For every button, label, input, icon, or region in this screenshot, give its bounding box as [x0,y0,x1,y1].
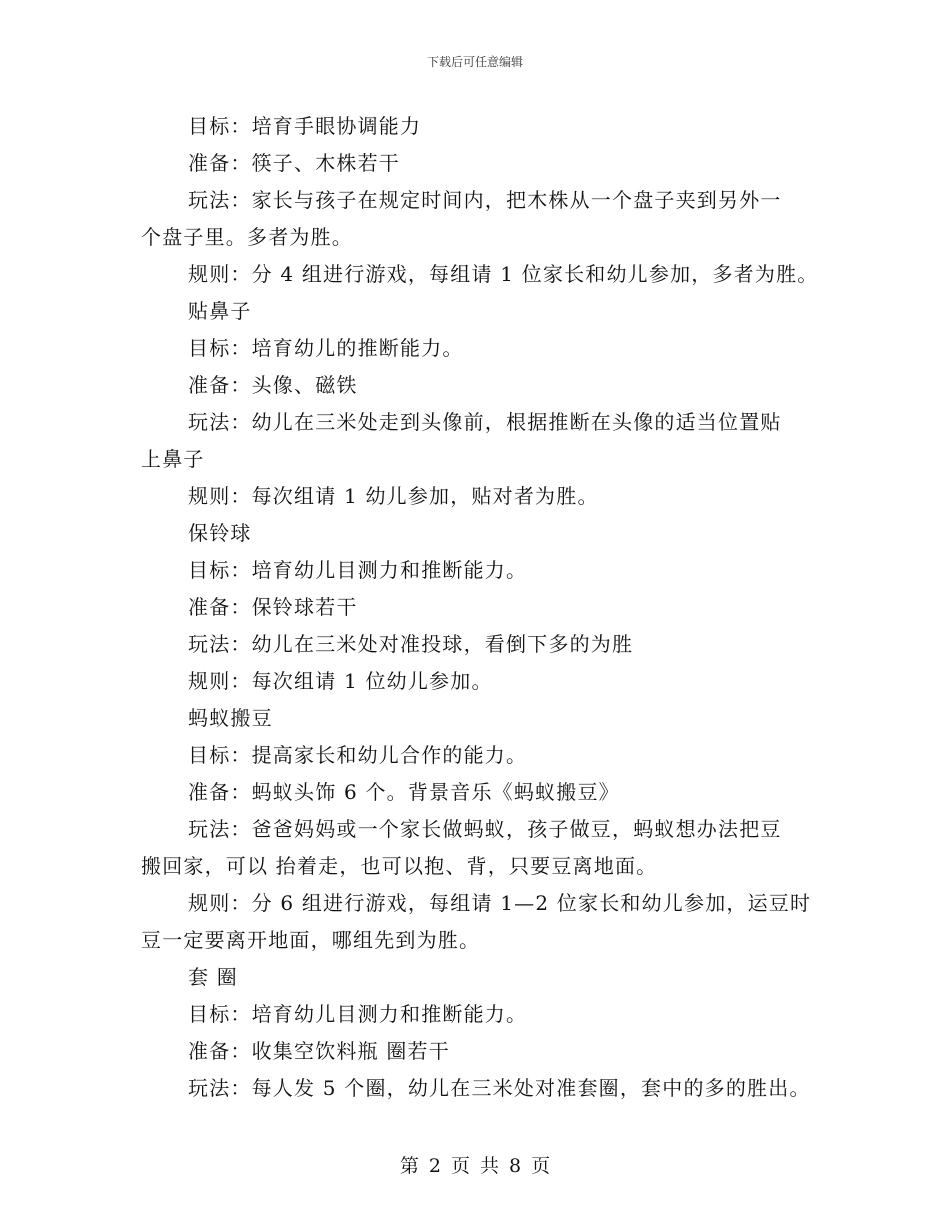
section-heading: 贴鼻子 [188,299,252,323]
paragraph-line: 目标：培育手眼协调能力 [188,114,422,138]
paragraph-line: 规则：分 4 组进行游戏，每组请 1 位家长和幼儿参加，多者为胜。 [188,262,819,286]
paragraph-line: 准备：头像、磁铁 [188,373,358,397]
page-header: 下载后可任意编辑 [426,55,523,69]
paragraph-line: 玩法：每人发 5 个圈，幼儿在三米处对准套圈，套中的多的胜出。 [188,1076,811,1100]
paragraph-line: 准备：筷子、木株若干 [188,151,400,175]
paragraph-line: 目标：培育幼儿目测力和推断能力。 [188,1002,528,1026]
section-heading: 蚂蚁搬豆 [188,706,273,730]
paragraph-line: 规则：分 6 组进行游戏，每组请 1—2 位家长和幼儿参加，运豆时 [188,891,812,915]
section-heading: 套 圈 [188,965,238,989]
paragraph-line: 玩法：幼儿在三米处对准投球，看倒下多的为胜 [188,632,634,656]
paragraph-line: 规则：每次组请 1 幼儿参加，贴对者为胜。 [188,484,599,508]
section-heading: 保铃球 [188,521,252,545]
paragraph-line: 目标：培育幼儿目测力和推断能力。 [188,558,528,582]
paragraph-line: 玩法：幼儿在三米处走到头像前，根据推断在头像的适当位置贴 [188,410,782,434]
paragraph-line: 玩法：爸爸妈妈或一个家长做蚂蚁，孩子做豆，蚂蚁想办法把豆 [188,817,782,841]
paragraph-line: 玩法：家长与孩子在规定时间内，把木株从一个盘子夹到另外一 [188,188,782,212]
paragraph-line: 规则：每次组请 1 位幼儿参加。 [188,669,493,693]
paragraph-line: 准备：收集空饮料瓶 圈若干 [188,1039,450,1063]
paragraph-line: 目标：提高家长和幼儿合作的能力。 [188,743,528,767]
paragraph-line: 上鼻子 [141,447,205,471]
document-body [141,108,819,1107]
paragraph-line: 搬回家，可以 抬着走，也可以抱、背，只要豆离地面。 [141,854,658,878]
page-number-footer: 第 2 页 共 8 页 [399,1155,551,1177]
paragraph-line: 目标：培育幼儿的推断能力。 [188,336,464,360]
paragraph-line: 豆一定要离开地面，哪组先到为胜。 [141,928,481,952]
paragraph-line: 准备：保铃球若干 [188,595,358,619]
paragraph-line: 个盘子里。多者为胜。 [141,225,353,249]
paragraph-line: 准备：蚂蚁头饰 6 个。背景音乐《蚂蚁搬豆》 [188,780,620,804]
